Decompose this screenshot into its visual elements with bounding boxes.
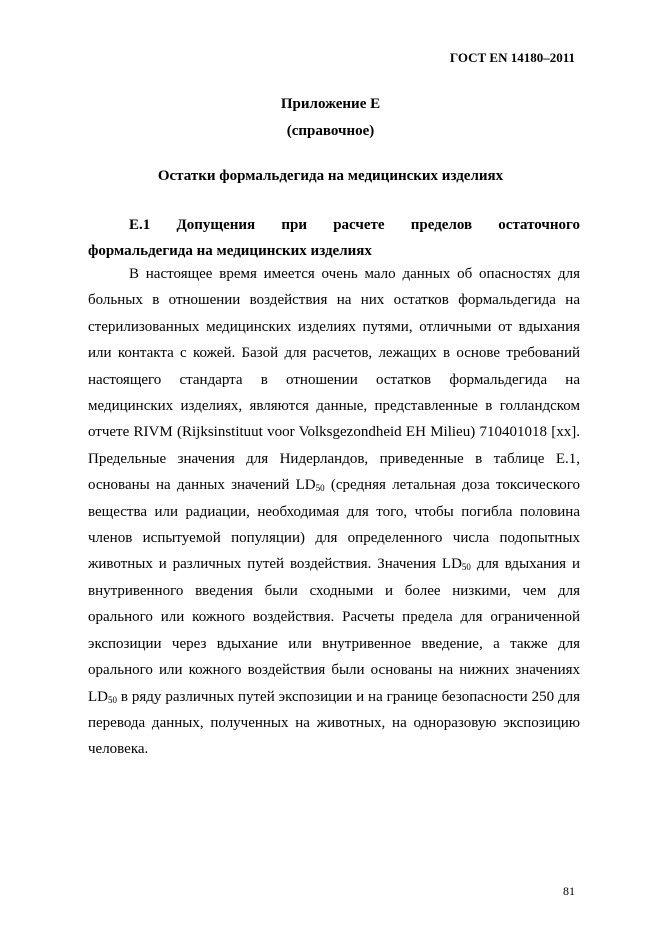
annex-subtitle: (справочное): [286, 123, 375, 139]
ld50-subscript: 50: [461, 562, 471, 573]
annex-heading: Остатки формальдегида на медицинских изделиях: [157, 168, 504, 184]
section-word: остаточного: [498, 217, 580, 233]
ld50-subscript: 50: [315, 483, 325, 494]
body-text: (средняя летальная доза токсического вещества или радиации, необходимая для того, чтобы погибла половина членов испытуемой популяции) для определенного числа подопытных животных и различных путей воздействия. Значения LD: [88, 477, 580, 573]
body-paragraph: [88, 261, 580, 763]
body-text: в ряду различных путей экспозиции и на границе безопасности 250 для перевода данных, полученных на животных, на одноразовую экспозицию человека.: [88, 688, 580, 758]
section-word: пределов: [410, 217, 473, 233]
body-text: В настоящее время имеется очень мало данных об опасностях для больных в отношении воздействия на них остатков формальдегида на стерилизованных медицинских изделиях путями, отличными от вдыхания или контакта с кожей. Базой для расчетов, лежащих в основе требований настоящего стандарта в отношении остатков формальдегида на медицинских изделиях, являются данные, представленные в голландском отчете RIVM (Rijksinstituut voor Volksgezondheid EH Milieu) 710401018 [xx]. Предельные значения для Нидерландов, приведенные в таблице Е.1, основаны на данных значений LD: [88, 266, 580, 494]
section-word: расчете: [333, 217, 385, 233]
standard-header: ГОСТ EN 14180–2011: [449, 50, 575, 65]
ld50-subscript: 50: [108, 694, 117, 705]
section-number: Е.1: [129, 217, 151, 233]
page-number: 81: [563, 884, 575, 898]
annex-title: Приложение Е: [280, 96, 381, 112]
section-word: Допущения: [176, 217, 256, 233]
section-heading: [88, 212, 580, 264]
section-heading-line1: [88, 212, 580, 238]
section-word: при: [281, 217, 307, 233]
section-heading-line2: формальдегида на медицинских изделиях: [88, 243, 372, 259]
body-text: для вдыхания и внутривенного введения были сходными и более низкими, чем для орального или кожного воздействия. Расчеты предела для ограниченной экспозиции через вдыхание или внутривенное введение, а также для орального или кожного воздействия были основаны на нижних значениях LD: [88, 556, 580, 705]
